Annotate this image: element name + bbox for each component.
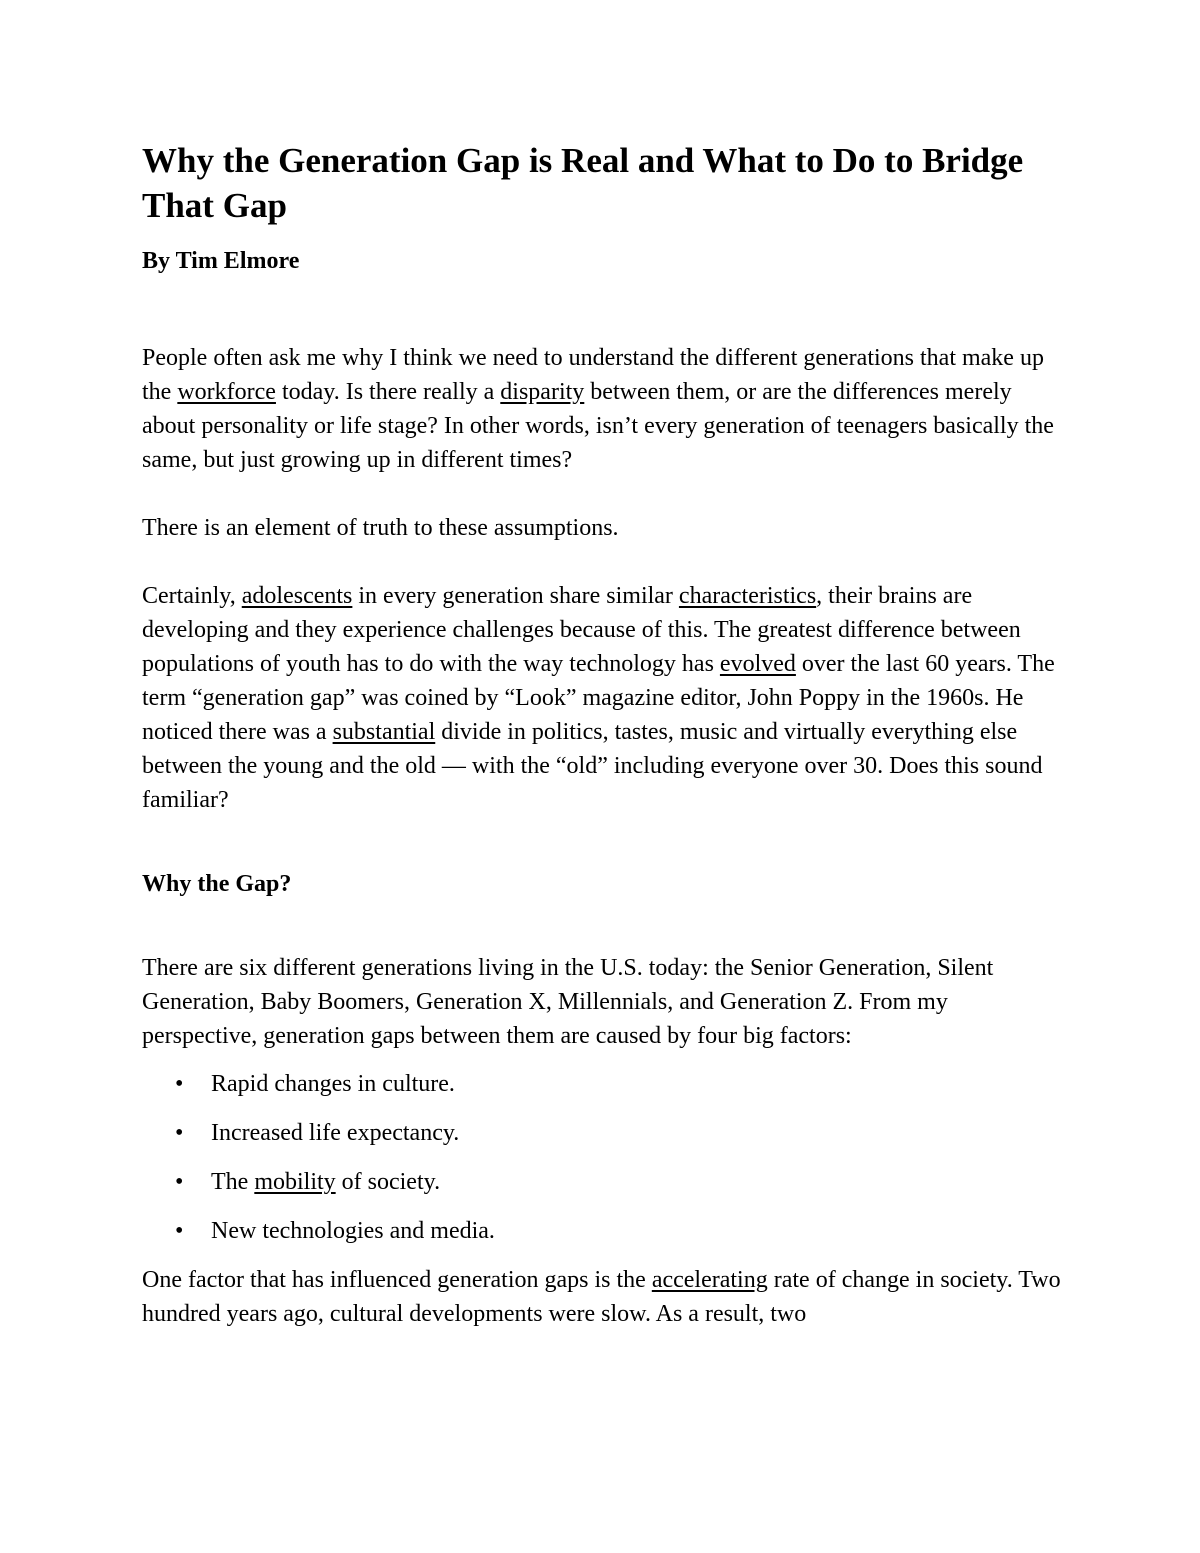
text-run: , their brains are developing and they experience challenges because of this. The greatest difference between populations of youth has to do with the way technology has xyxy=(142,583,1021,677)
document-page xyxy=(142,138,1062,1331)
text-run: between them, or are the differences merely about personality or life stage? In other words, isn’t every generation of teenagers basically the same, but just growing up in different times? xyxy=(142,379,1054,473)
text-run: divide in politics, tastes, music and virtually everything else between the young and the old — with the “old” including everyone over 30. Does this sound familiar? xyxy=(142,719,1043,813)
text-run: One factor that has influenced generation gaps is the xyxy=(142,1267,652,1293)
bullet-icon: • xyxy=(175,1120,184,1146)
text-run: rate of change in society. Two hundred years ago, cultural developments were slow. As a result, two xyxy=(142,1267,1061,1327)
underlined-term-accelerating: accelerating xyxy=(651,1267,768,1293)
underlined-term-evolved: evolved xyxy=(719,651,796,677)
underlined-term-disparity: disparity xyxy=(500,379,585,405)
list-item xyxy=(142,1116,1062,1150)
section-heading: Why the Gap? xyxy=(142,871,292,897)
underlined-term-substantial: substantial xyxy=(332,719,436,745)
text-run: The xyxy=(211,1169,255,1195)
list-item-text: New technologies and media. xyxy=(211,1218,495,1244)
text-run: People often ask me why I think we need to understand the different generations that make up the xyxy=(142,345,1044,405)
bullet-icon: • xyxy=(175,1071,184,1097)
paragraph-adolescents xyxy=(142,579,1062,817)
underlined-term-characteristics: characteristics xyxy=(678,583,817,609)
bullet-icon: • xyxy=(175,1218,184,1244)
underlined-term-workforce: workforce xyxy=(177,379,276,405)
paragraph-intro xyxy=(142,341,1062,477)
paragraph-generations: There are six different generations living in the U.S. today: the Senior Generation, Silent Generation, Baby Boomers, Generation X, Millennials, and Generation Z. From my perspective, generation gaps between them are caused by four big factors: xyxy=(142,955,994,1049)
text-run: in every generation share similar xyxy=(352,583,679,609)
underlined-term-mobility: mobility xyxy=(254,1169,336,1195)
list-item xyxy=(142,1067,1062,1101)
text-run: today. Is there really a xyxy=(275,379,501,405)
list-item-text: Increased life expectancy. xyxy=(211,1120,460,1146)
paragraph-accelerating xyxy=(142,1263,1062,1331)
text-run: Certainly, xyxy=(142,583,242,609)
list-item xyxy=(142,1165,1062,1199)
text-run: of society. xyxy=(335,1169,441,1195)
underlined-term-adolescents: adolescents xyxy=(241,583,353,609)
bullet-icon: • xyxy=(175,1169,184,1195)
text-run: over the last 60 years. The term “generation gap” was coined by “Look” magazine editor, John Poppy in the 1960s. He noticed there was a xyxy=(142,651,1055,745)
list-item xyxy=(142,1214,1062,1248)
factors-list xyxy=(142,1067,1062,1248)
list-item-text: Rapid changes in culture. xyxy=(211,1071,455,1097)
document-title: Why the Generation Gap is Real and What to Do to Bridge That Gap xyxy=(142,141,1024,225)
paragraph-truth: There is an element of truth to these assumptions. xyxy=(142,515,619,541)
author-byline: By Tim Elmore xyxy=(142,248,300,274)
